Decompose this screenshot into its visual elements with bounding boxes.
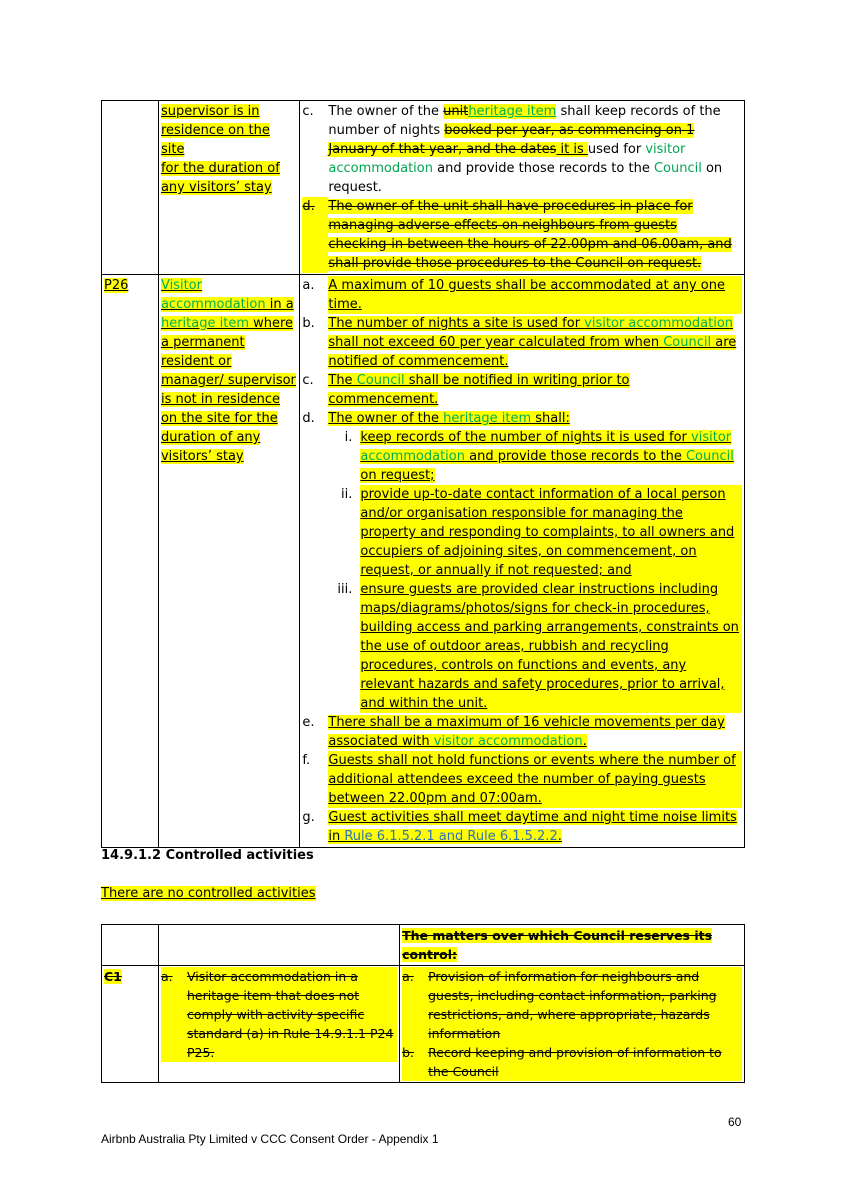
list-text: The owner of the unit shall have procedures in place for managing adverse effects on neighbours from guests checking-in between the hours of 22.00pm and 06.00am, and shall provide those procedures to the Council on request.: [328, 199, 732, 271]
list-label: b.: [302, 316, 315, 331]
no-controlled-note: There are no controlled activities: [101, 886, 316, 901]
list-text: The owner of the heritage item shall:: [328, 411, 570, 426]
list-text: There shall be a maximum of 16 vehicle movements per day associated with visitor accommodation.: [328, 715, 725, 749]
list-label: b.: [402, 1043, 428, 1081]
list-label: a.: [161, 967, 187, 1062]
rule-link[interactable]: Rule 6.1.5.2.1 and Rule 6.1.5.2.2: [344, 829, 558, 844]
list-text: Provision of information for neighbours and guests, including contact information, parking restrictions, and, where appropriate, hazards information: [428, 967, 742, 1043]
list-text: Guests shall not hold functions or events where the number of additional attendees exceed the number of paying guests between 22.00pm and 07:00am.: [328, 751, 742, 808]
list-text: A maximum of 10 guests shall be accommodated at any one time.: [328, 276, 742, 314]
list-label: a.: [402, 967, 428, 1043]
rule-description-cell: [158, 101, 299, 275]
rule-code-cell: [102, 966, 159, 1083]
header-cell: [158, 925, 399, 966]
rule-matters-cell: [400, 966, 745, 1083]
page-number: 60: [728, 1115, 742, 1129]
description-line: any visitors’ stay: [160, 180, 272, 195]
list-text: Record keeping and provision of information to the Council: [428, 1043, 742, 1081]
list-item: [302, 197, 742, 273]
rule-standards-cell: [300, 275, 745, 848]
list-text: The owner of the unitheritage item shall keep records of the number of nights booked per year, as commencing on 1 January of that year, and the dates it is used for visitor accommodation and provide those records to the Council on request.: [328, 104, 723, 195]
table-header-row: [102, 925, 745, 966]
list-item: [302, 808, 742, 846]
list-item: [302, 713, 742, 751]
table-row: [102, 275, 745, 848]
table-row: [102, 966, 745, 1083]
list-item: [320, 580, 742, 713]
page-footer: Airbnb Australia Pty Limited v CCC Consent Order - Appendix 1: [101, 1132, 439, 1146]
list-text: Visitor accommodation in a heritage item that does not comply with activity specific standard (a) in Rule 14.9.1.1 P24 P25.: [187, 967, 397, 1062]
controlled-table: [101, 924, 745, 1083]
list-label: g.: [302, 810, 315, 825]
list-item: [302, 409, 742, 428]
list-item: [320, 485, 742, 580]
list-label: d.: [302, 197, 328, 273]
list-text: ensure guests are provided clear instructions including maps/diagrams/photos/signs for check-in procedures, building access and parking arrangements, constraints on the use of outdoor areas, rubbish and recycling procedures, controls on functions and events, any relevant hazards and safety procedures, prior to arrival, and within the unit.: [360, 580, 742, 713]
list-item: [302, 371, 742, 409]
list-label: iii.: [337, 582, 353, 597]
list-label: c.: [302, 373, 314, 388]
list-text: The number of nights a site is used for visitor accommodation shall not exceed 60 per year calculated from when Council are notified of commencement.: [328, 316, 737, 369]
list-item: [402, 967, 742, 1043]
rules-table: [101, 100, 745, 848]
rule-standards-cell: [300, 101, 745, 275]
section-heading: 14.9.1.2 Controlled activities: [101, 848, 314, 863]
list-item: [302, 314, 742, 371]
list-text: provide up-to-date contact information of a local person and/or organisation responsible for managing the property and responding to complaints, to all owners and occupiers of adjoining sites, on commencement, on request, or annually if not requested; and: [360, 485, 742, 580]
table-row: [102, 101, 745, 275]
rule-code-cell: [102, 101, 159, 275]
list-label: ii.: [341, 487, 353, 502]
list-label: c.: [302, 104, 314, 119]
list-item: [302, 102, 742, 197]
matters-header: The matters over which Council reserves its control:: [402, 928, 713, 962]
list-label: e.: [302, 715, 315, 730]
list-item: [320, 428, 742, 485]
list-item: [302, 751, 742, 808]
rule-code: P26: [104, 278, 129, 293]
header-cell: [102, 925, 159, 966]
list-item: [402, 1043, 742, 1081]
rule-code: C1: [104, 969, 122, 984]
rule-description-cell: Visitor accommodation in a heritage item where a permanent resident or manager/ supervisor is not in residence on the site for the duration of any visitors’ stay: [158, 275, 299, 848]
list-text: Guest activities shall meet daytime and night time noise limits in Rule 6.1.5.2.1 and Rule 6.1.5.2.2.: [328, 810, 737, 844]
list-item: [161, 967, 397, 1062]
description-line: supervisor is in: [160, 104, 260, 119]
list-label: a.: [302, 278, 315, 293]
header-cell: [400, 925, 745, 966]
description-line: for the duration of: [160, 161, 280, 176]
description-line: residence on the site: [160, 123, 270, 157]
list-label: d.: [302, 411, 315, 426]
list-item: [302, 276, 742, 314]
rule-code-cell: [102, 275, 159, 848]
list-text: The Council shall be notified in writing prior to commencement.: [328, 373, 630, 407]
rule-description-cell: [158, 966, 399, 1083]
list-label: i.: [344, 430, 353, 445]
list-label: f.: [302, 753, 311, 768]
list-text: keep records of the number of nights it is used for visitor accommodation and provide those records to the Council on request;: [360, 430, 734, 483]
